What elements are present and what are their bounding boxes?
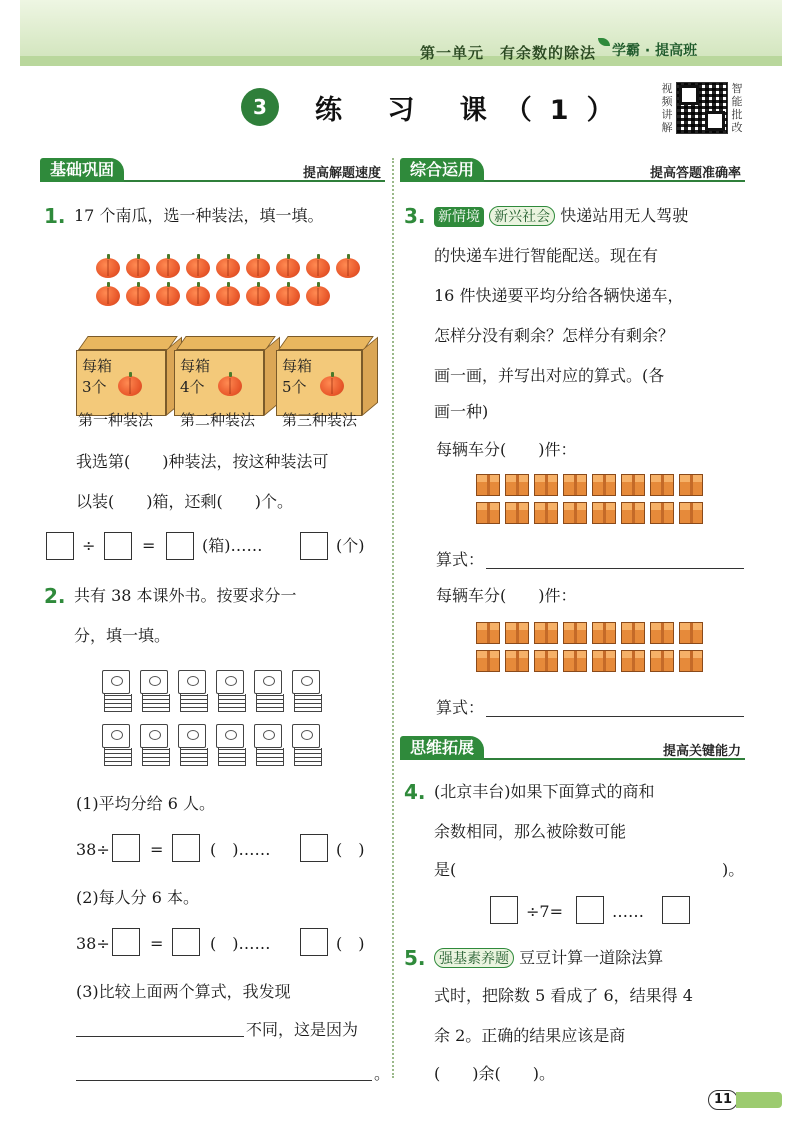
section-tag: 基础巩固: [40, 158, 124, 182]
operator: ……: [612, 902, 644, 921]
pumpkin-icon: [246, 258, 270, 278]
operator: =: [142, 536, 156, 555]
operator: =: [150, 840, 164, 859]
section-header-basic: [40, 158, 385, 182]
parcel-icon: [505, 502, 529, 524]
book-stack-icon: [178, 670, 210, 712]
pumpkin-icon: [306, 258, 330, 278]
question-stem: 画一画，并写出对应的算式。(各: [434, 366, 665, 385]
pumpkin-icon: [156, 286, 180, 306]
crate-caption: 第一种装法: [78, 411, 154, 429]
parcel-icon: [621, 474, 645, 496]
pumpkin-icon: [218, 376, 242, 396]
parcel-icon: [679, 650, 703, 672]
parcel-icon: [563, 650, 587, 672]
parcel-icon: [505, 474, 529, 496]
question-stem: 豆豆计算一道除法算: [519, 948, 664, 967]
paren-blank[interactable]: ( ): [336, 840, 365, 859]
answer-box[interactable]: [166, 532, 194, 560]
page-title: 练 习 课（1）: [315, 95, 632, 126]
formula-label: 算式：: [436, 550, 485, 569]
question-text: 。: [374, 1064, 391, 1083]
parcel-icon: [592, 502, 616, 524]
answer-box[interactable]: [172, 928, 200, 956]
book-stack-icon: [292, 670, 324, 712]
parcel-icon: [650, 622, 674, 644]
question-number: 3.: [404, 204, 426, 228]
book-stack-icon: [254, 724, 286, 766]
section-tag: 综合运用: [400, 158, 484, 182]
question-stem: 余 2。正确的结果应该是商: [434, 1026, 626, 1045]
parcel-icon: [563, 622, 587, 644]
question-number: 5.: [404, 946, 426, 970]
answer-box[interactable]: [112, 834, 140, 862]
pumpkin-icon: [216, 286, 240, 306]
parcel-icon: [650, 502, 674, 524]
answer-box[interactable]: [300, 834, 328, 862]
answer-line[interactable]: 以装( )箱，还剩( )个。: [76, 492, 293, 511]
answer-underline[interactable]: [486, 568, 744, 569]
question-stem: )。: [722, 860, 745, 879]
unit-label: (个): [336, 536, 365, 555]
parcel-icon: [563, 474, 587, 496]
section-header-applied: [400, 158, 745, 182]
parcel-icon: [592, 622, 616, 644]
answer-box[interactable]: [172, 834, 200, 862]
operator: =: [150, 934, 164, 953]
parcel-icon: [534, 474, 558, 496]
lesson-number-badge: 3: [241, 88, 279, 126]
parcel-icon: [534, 502, 558, 524]
parcel-icon: [476, 502, 500, 524]
parcel-icon: [476, 650, 500, 672]
pumpkin-icon: [276, 286, 300, 306]
answer-box[interactable]: [104, 532, 132, 560]
crate-label: 5个: [282, 378, 307, 396]
question-text: 不同，这是因为: [246, 1020, 359, 1039]
pumpkin-icon: [126, 286, 150, 306]
question-stem: 余数相同，那么被除数可能: [434, 822, 627, 841]
parcel-icon: [679, 502, 703, 524]
column-divider: [392, 158, 394, 1078]
crate-label: 每箱: [180, 357, 211, 375]
answer-line[interactable]: ( )余( )。: [434, 1064, 555, 1083]
pumpkin-icon: [276, 258, 300, 278]
book-stack-icon: [216, 724, 248, 766]
parcel-icon: [650, 474, 674, 496]
answer-box[interactable]: [576, 896, 604, 924]
question-tags: [434, 948, 663, 968]
tag-new-context: 新情境: [434, 207, 484, 227]
parcel-icon: [476, 474, 500, 496]
parcel-icon: [505, 650, 529, 672]
brand-label: 学霸 · 提高班: [612, 43, 698, 59]
prompt-line[interactable]: 每辆车分( )件：: [436, 440, 577, 459]
question-number: 4.: [404, 780, 426, 804]
pumpkin-icon: [118, 376, 142, 396]
answer-box[interactable]: [662, 896, 690, 924]
answer-box[interactable]: [300, 928, 328, 956]
pumpkin-icon: [320, 376, 344, 396]
pumpkin-icon: [336, 258, 360, 278]
answer-underline[interactable]: [486, 716, 744, 717]
parcel-icon: [534, 622, 558, 644]
qr-right-label: 智能批改: [731, 82, 743, 134]
tag-new-society: 新兴社会: [489, 206, 555, 226]
question-stem: 式时，把除数 5 看成了 6，结果得 4: [434, 986, 693, 1005]
question-stem: 16 件快递要平均分给各辆快递车，: [434, 286, 684, 305]
pumpkin-icon: [96, 258, 120, 278]
parcel-icon: [621, 650, 645, 672]
answer-box[interactable]: [300, 532, 328, 560]
parcel-icon: [650, 650, 674, 672]
unit-label: (箱)……: [202, 536, 263, 555]
qr-left-label: 视频讲解: [661, 82, 673, 134]
paren-blank[interactable]: ( ): [336, 934, 365, 953]
crate-label: 3个: [82, 378, 107, 396]
book-stack-icon: [140, 724, 172, 766]
question-stem: 怎样分没有剩余？怎样分有剩余？: [434, 326, 675, 345]
pumpkin-icon: [246, 286, 270, 306]
formula-label: 算式：: [436, 698, 485, 717]
equation-lead: 38÷: [76, 840, 110, 859]
parcel-icon: [679, 474, 703, 496]
question-stem: (北京丰台)如果下面算式的商和: [434, 782, 655, 801]
question-stem: 17 个南瓜，选一种装法，填一填。: [74, 206, 324, 225]
operator: ÷: [82, 536, 96, 555]
operator: ÷7=: [526, 902, 563, 921]
question-stem: 快递站用无人驾驶: [560, 206, 689, 225]
book-stack-icon: [140, 670, 172, 712]
section-tag: 思维拓展: [400, 736, 484, 760]
question-number: 2.: [44, 584, 66, 608]
question-number: 1.: [44, 204, 66, 228]
crate-caption: 第二种装法: [180, 411, 256, 429]
pumpkin-icon: [96, 286, 120, 306]
book-stack-icon: [102, 724, 134, 766]
pumpkin-icon: [186, 286, 210, 306]
book-stack-icon: [292, 724, 324, 766]
parcel-icon: [592, 474, 616, 496]
answer-line[interactable]: 我选第( )种装法，按这种装法可: [76, 452, 329, 471]
section-subtitle: 提高答题准确率: [649, 166, 741, 181]
parcel-icon: [621, 622, 645, 644]
question-stem: 是(: [434, 860, 457, 879]
subquestion: (2)每人分 6 本。: [76, 888, 200, 907]
section-subtitle: 提高解题速度: [302, 166, 381, 181]
question-stem: 分，填一填。: [74, 626, 171, 645]
book-stack-icon: [254, 670, 286, 712]
parcel-icon: [621, 502, 645, 524]
answer-box[interactable]: [490, 896, 518, 924]
book-stack-icon: [216, 670, 248, 712]
answer-box[interactable]: [46, 532, 74, 560]
question-stem: 共有 38 本课外书。按要求分一: [74, 586, 297, 605]
equation-lead: 38÷: [76, 934, 110, 953]
tag-foundation: 强基素养题: [434, 948, 514, 968]
book-stack-icon: [178, 724, 210, 766]
pumpkin-icon: [216, 258, 240, 278]
prompt-line[interactable]: 每辆车分( )件：: [436, 586, 577, 605]
unit-title: 第一单元 有余数的除法: [420, 44, 597, 62]
subquestion: (3)比较上面两个算式，我发现: [76, 982, 291, 1001]
crate-label: 4个: [180, 378, 205, 396]
paren-blank[interactable]: ( )……: [210, 840, 271, 859]
subquestion: (1)平均分给 6 人。: [76, 794, 216, 813]
answer-underline[interactable]: [76, 1080, 372, 1081]
question-stem: 画一种): [434, 402, 489, 421]
book-stack-icon: [102, 670, 134, 712]
question-stem: 的快递车进行智能配送。现在有: [434, 246, 659, 265]
parcel-icon: [505, 622, 529, 644]
crate-label: 每箱: [82, 357, 113, 375]
crate-caption: 第三种装法: [282, 411, 358, 429]
parcel-icon: [563, 502, 587, 524]
question-tags: [434, 206, 688, 227]
page-bar: [736, 1092, 782, 1108]
crate-label: 每箱: [282, 357, 313, 375]
parcel-icon: [534, 650, 558, 672]
parcel-icon: [476, 622, 500, 644]
pumpkin-icon: [186, 258, 210, 278]
answer-box[interactable]: [112, 928, 140, 956]
page-number: 11: [708, 1090, 738, 1110]
answer-underline[interactable]: [76, 1036, 244, 1037]
pumpkin-icon: [306, 286, 330, 306]
pumpkin-icon: [156, 258, 180, 278]
parcel-icon: [592, 650, 616, 672]
parcel-icon: [679, 622, 703, 644]
section-header-extend: [400, 736, 745, 760]
pumpkin-icon: [126, 258, 150, 278]
section-subtitle: 提高关键能力: [662, 744, 741, 759]
qr-code-icon[interactable]: [676, 82, 728, 134]
paren-blank[interactable]: ( )……: [210, 934, 271, 953]
